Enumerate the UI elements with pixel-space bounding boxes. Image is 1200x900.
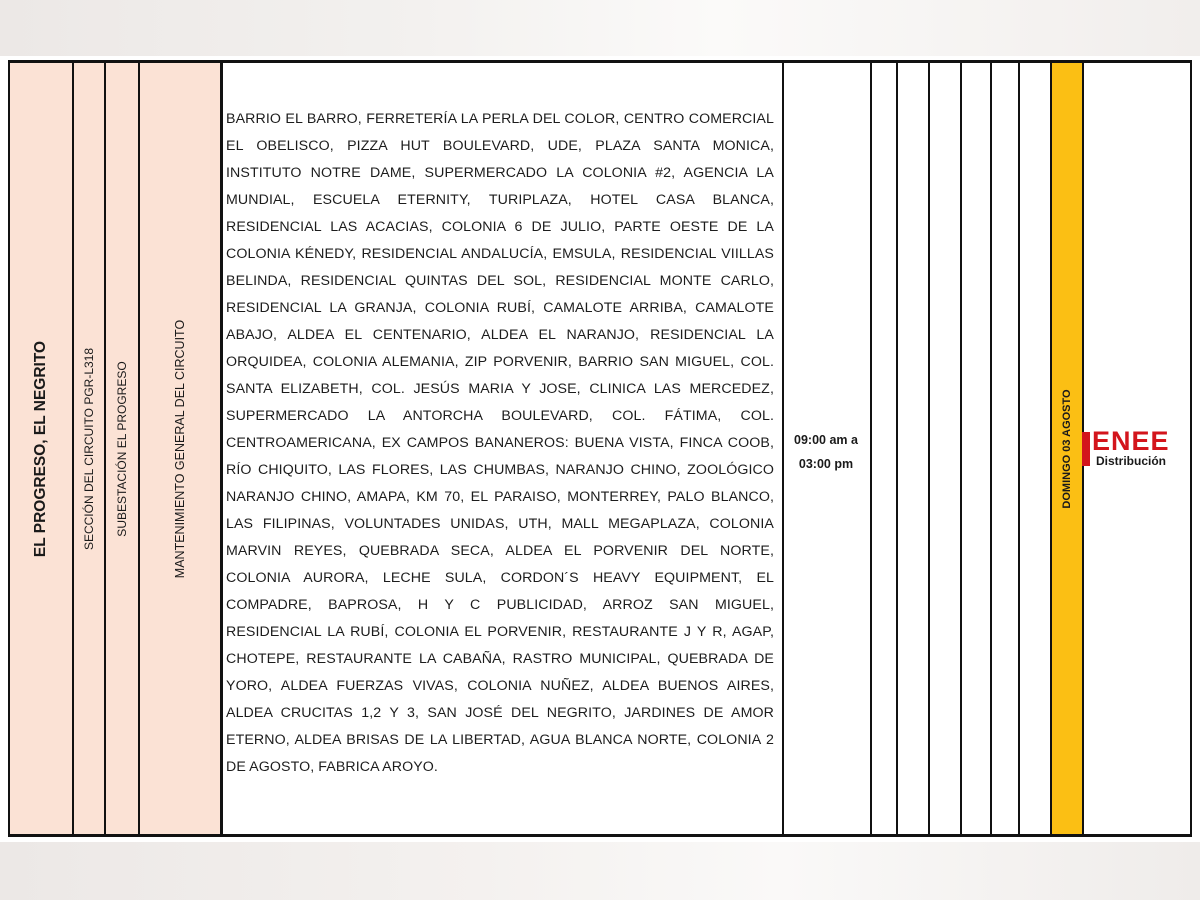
top-margin <box>0 0 1200 56</box>
cell-empty-6 <box>1018 62 1050 836</box>
affected-areas-text: BARRIO EL BARRO, FERRETERÍA LA PERLA DEL COLOR, CENTRO COMERCIAL EL OBELISCO, PIZZA HUT BOULEVARD, UDE, PLAZA SANTA MONICA, INSTITUTO NOTRE DAME, SUPERMERCADO LA COLONIA #2, AGENCIA LA MUNDIAL, ESCUELA ETERNITY, TURIPLAZA, HOTEL CASA BLANCA, RESIDENCIAL LAS ACACIAS, COLONIA 6 DE JULIO, PARTE OESTE DE LA COLONIA KÉNEDY, RESIDENCIAL ANDALUCÍA, EMSULA, RESIDENCIAL VIILLAS BELINDA, RESIDENCIAL QUINTAS DEL SOL, RESIDENCIAL MONTE CARLO, RESIDENCIAL LA GRANJA, COLONIA RUBÍ, CAMALOTE ARRIBA, CAMALOTE ABAJO, ALDEA EL CENTENARIO, ALDEA EL NARANJO, RESIDENCIAL LA ORQUIDEA, COLONIA ALEMANIA, ZIP PORVENIR, BARRIO SAN MIGUEL, COL. SANTA ELIZABETH, COL. JESÚS MARIA Y JOSE, CLINICA LAS MERCEDEZ, SUPERMERCADO LA ANTORCHA BOULEVARD, COL. FÁTIMA, COL. CENTROAMERICANA, EX CAMPOS BANANEROS: BUENA VISTA, FINCA COOB, RÍO CHIQUITO, LAS FLORES, LAS CHUMBAS, NARANJO CHINO, ZOOLÓGICO NARANJO CHINO, AMAPA, KM 70, EL PARAISO, MONTERREY, PALO BLANCO, LAS FILIPINAS, VOLUNTADES UNIDAS, UTH, MALL MEGAPLAZA, COLONIA MARVIN REYES, QUEBRADA SECA, ALDEA EL PORVENIR DEL NORTE, COLONIA AURORA, LECHE SULA, CORDON´S HEAVY EQUIPMENT, EL COMPADRE, BAPROSA, H Y C PUBLICIDAD, ARROZ SAN MIGUEL, RESIDENCIAL LA RUBÍ, COLONIA EL PORVENIR, RESTAURANTE J Y R, AGAP, CHOTEPE, RESTAURANTE LA CABAÑA, RASTRO MUNICIPAL, QUEBRADA DE YORO, ALDEA FUERZAS VIVAS, COLONIA NUÑEZ, ALDEA BUENOS AIRES, ALDEA CRUCITAS 1,2 Y 3, SAN JOSÉ DEL NEGRITO, JARDINES DE AMOR ETERNO, ALDEA BRISAS DE LA LIBERTAD, AGUA BLANCA NORTE, COLONIA 2 DE AGOSTO, FABRICA AROYO. <box>226 111 774 775</box>
table-top-border <box>8 60 1192 63</box>
cell-empty-5 <box>990 62 1018 836</box>
date-label: DOMINGO 03 AGOSTO <box>1061 389 1073 509</box>
work-type-label: MANTENIMIENTO GENERAL DEL CIRCUITO <box>173 319 187 579</box>
cell-date <box>1050 62 1082 836</box>
substation-label: SUBESTACIÓN EL PROGRESO <box>115 361 129 537</box>
cell-empty-3 <box>928 62 960 836</box>
logo-subtitle: Distribución <box>1096 454 1167 468</box>
region-label: EL PROGRESO, EL NEGRITO <box>32 340 49 558</box>
cell-empty-1 <box>870 62 896 836</box>
cell-empty-2 <box>896 62 928 836</box>
time-start: 09:00 am a <box>794 433 858 447</box>
time-range <box>784 428 868 476</box>
table-bottom-border <box>8 834 1192 837</box>
time-end: 03:00 pm <box>798 457 854 471</box>
logo-mark-icon <box>1082 432 1090 466</box>
cell-region <box>8 62 72 836</box>
enee-logo <box>1082 428 1192 474</box>
circuit-section-label: SECCIÓN DEL CIRCUITO PGR-L318 <box>82 347 96 551</box>
cell-circuit-section <box>72 62 104 836</box>
logo-name: ENEE <box>1092 426 1170 456</box>
cell-work-type <box>138 62 220 836</box>
cell-empty-4 <box>960 62 990 836</box>
cell-substation <box>104 62 138 836</box>
bottom-margin <box>0 842 1200 900</box>
